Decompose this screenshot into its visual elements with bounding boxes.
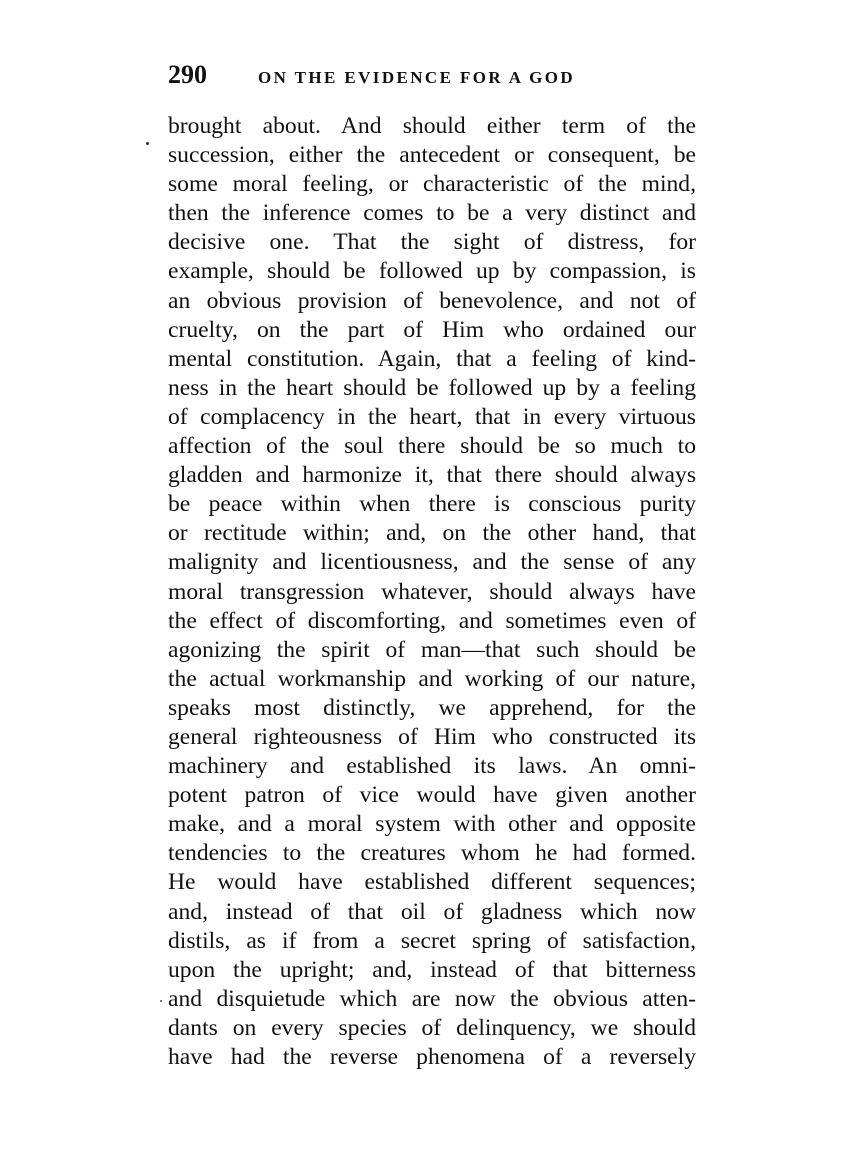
running-head	[168, 60, 698, 94]
text-line: the effect of discomforting, and sometimes even of	[168, 607, 696, 634]
text-line: an obvious provision of benevolence, and not of	[168, 287, 696, 314]
text-line: example, should be followed up by compassion, is	[168, 258, 696, 285]
text-line: agonizing the spirit of man—that such should be	[168, 636, 696, 663]
text-line: have had the reverse phenomena of a reversely	[168, 1044, 696, 1070]
text-line: some moral feeling, or characteristic of the mind,	[168, 171, 696, 198]
text-line: and, instead of that oil of gladness which now	[168, 898, 696, 925]
text-line: succession, either the antecedent or consequent, be	[168, 142, 696, 169]
text-line: be peace within when there is conscious purity	[168, 491, 696, 518]
print-speck	[146, 142, 149, 145]
text-line: machinery and established its laws. An omni-	[168, 753, 696, 780]
text-line: ness in the heart should be followed up by a feeling	[168, 374, 696, 401]
text-line: and disquietude which are now the obvious atten-	[168, 985, 696, 1012]
text-line: speaks most distinctly, we apprehend, for the	[168, 694, 696, 721]
text-line: brought about. And should either term of the	[168, 113, 696, 139]
running-title: ON THE EVIDENCE FOR A GOD	[258, 68, 576, 87]
text-line: potent patron of vice would have given another	[168, 782, 696, 809]
text-line: then the inference comes to be a very distinct and	[168, 200, 696, 227]
body-text	[168, 112, 696, 1072]
text-line: moral transgression whatever, should always have	[168, 578, 696, 605]
text-line: decisive one. That the sight of distress, for	[168, 229, 696, 256]
text-line: malignity and licentiousness, and the sense of any	[168, 549, 696, 576]
text-line: mental constitution. Again, that a feeling of kind-	[168, 345, 696, 372]
text-line: He would have established different sequences;	[168, 869, 696, 896]
text-line: tendencies to the creatures whom he had formed.	[168, 840, 696, 867]
text-line: dants on every species of delinquency, we should	[168, 1014, 696, 1041]
text-line: of complacency in the heart, that in every virtuous	[168, 403, 696, 430]
text-line: gladden and harmonize it, that there should always	[168, 462, 696, 489]
text-line: general righteousness of Him who constructed its	[168, 723, 696, 750]
text-line: distils, as if from a secret spring of satisfaction,	[168, 927, 696, 954]
text-line: make, and a moral system with other and opposite	[168, 811, 696, 838]
text-line: the actual workmanship and working of our nature,	[168, 665, 696, 692]
text-line: cruelty, on the part of Him who ordained our	[168, 316, 696, 343]
page-number: 290	[168, 60, 207, 89]
text-line: upon the upright; and, instead of that bitterness	[168, 956, 696, 983]
print-speck	[160, 1000, 162, 1002]
text-line: or rectitude within; and, on the other hand, that	[168, 520, 696, 547]
text-line: affection of the soul there should be so much to	[168, 433, 696, 460]
